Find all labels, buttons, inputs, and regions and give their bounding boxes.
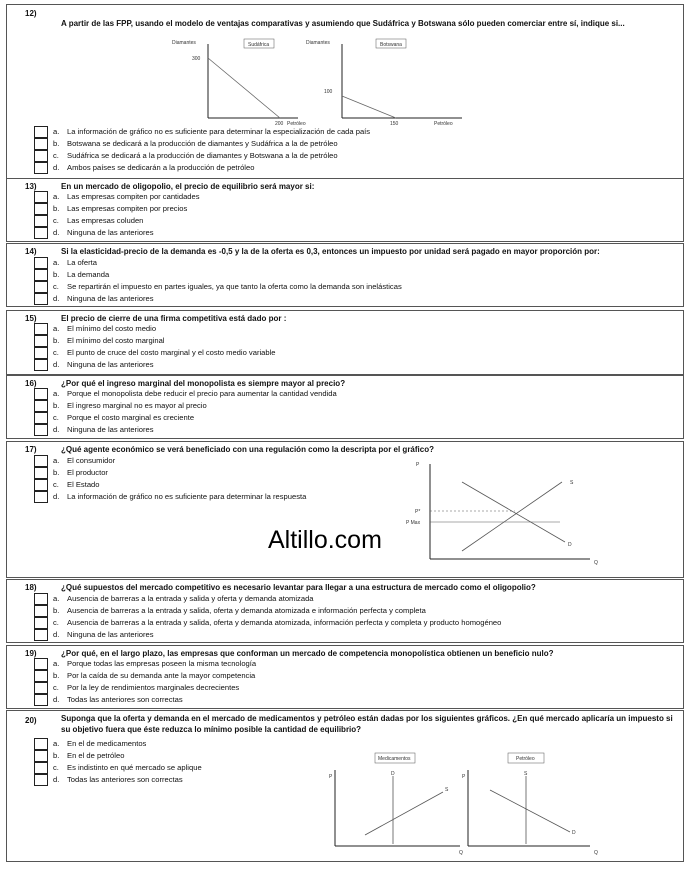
p-max-label: P Max [406,520,421,526]
demand-label: D [568,542,572,548]
question-text: El precio de cierre de una firma competitiva está dado por : [61,314,287,323]
answer-checkbox[interactable] [34,162,48,174]
option-letter: a. [53,258,60,267]
graph-title: Medicamentos [378,756,411,762]
question-number: 14) [25,247,37,256]
option-text: Por la ley de rendimientos marginales decrecientes [67,683,240,692]
option-letter: d. [53,630,60,639]
answer-checkbox[interactable] [34,455,48,467]
answer-checkbox[interactable] [34,293,48,305]
answer-checkbox[interactable] [34,750,48,762]
option-text: El consumidor [67,456,116,465]
petroleo-graph [460,750,605,855]
y-axis-label: P [329,774,333,780]
option-letter: c. [53,348,59,357]
option-text: Se repartirán el impuesto en partes iguales, ya que tanto la oferta como la demanda son inelásticas [67,282,402,291]
answer-checkbox[interactable] [34,762,48,774]
option-text: Porque el monopolista debe reducir el precio para aumentar la cantidad vendida [67,389,337,398]
option-letter: a. [53,192,60,201]
option-letter: b. [53,204,60,213]
x-tick: 150 [390,121,399,127]
answer-checkbox[interactable] [34,491,48,503]
fpp-graph-botswana [304,36,464,128]
question-text: Suponga que la oferta y demanda en el mercado de medicamentos y petróleo están dadas por los siguientes gráficos. ¿En qué mercado aplicaría un impuesto si su objetivo fuera que éste reduzca lo mínimo posible la cantidad de equilibrio? [61,714,673,734]
option-text: El mínimo del costo marginal [67,336,165,345]
option-letter: d. [53,695,60,704]
option-text: Botswana se dedicará a la producción de diamantes y Sudáfrica a la de petróleo [67,139,338,148]
option-text: El mínimo del costo medio [67,324,157,333]
answer-checkbox[interactable] [34,126,48,138]
option-letter: b. [53,606,60,615]
supply-label: S [524,771,528,777]
option-text: Porque el costo marginal es creciente [67,413,195,422]
option-letter: c. [53,151,59,160]
answer-checkbox[interactable] [34,670,48,682]
option-letter: d. [53,228,60,237]
option-text: Sudáfrica se dedicará a la producción de diamantes y Botswana a la de petróleo [67,151,338,160]
option-letter: a. [53,127,60,136]
question-text: En un mercado de oligopolio, el precio de equilibrio será mayor si: [61,182,315,191]
answer-checkbox[interactable] [34,150,48,162]
option-letter: b. [53,270,60,279]
option-letter: b. [53,751,60,760]
answer-checkbox[interactable] [34,593,48,605]
option-text: Ninguna de las anteriores [67,294,154,303]
option-letter: c. [53,683,59,692]
option-text: Porque todas las empresas poseen la misma tecnología [67,659,257,668]
option-letter: c. [53,282,59,291]
question-text: A partir de las FPP, usando el modelo de ventajas comparativas y asumiendo que Sudáfrica y Botswana sólo pueden comerciar entre sí, indique si... [61,19,625,28]
option-text: La información de gráfico no es suficiente para determinar la especialización de cada país [67,127,371,136]
answer-checkbox[interactable] [34,215,48,227]
x-axis-label: Q [594,560,598,566]
option-text: Ninguna de las anteriores [67,360,154,369]
question-text: ¿Qué supuestos del mercado competitivo es necesario levantar para llegar a una estructura de mercado como el oligopolio? [61,583,536,592]
graph-title: Petróleo [516,756,535,762]
answer-checkbox[interactable] [34,388,48,400]
option-text: El productor [67,468,108,477]
option-text: Ninguna de las anteriores [67,425,154,434]
option-letter: d. [53,425,60,434]
supply-label: S [570,480,574,486]
question-number: 17) [25,445,37,454]
option-text: Las empresas coluden [67,216,144,225]
option-text: El Estado [67,480,100,489]
answer-checkbox[interactable] [34,335,48,347]
option-text: Las empresas compiten por cantidades [67,192,200,201]
option-letter: b. [53,401,60,410]
option-text: Ausencia de barreras a la entrada y salida, oferta y demanda atomizada, información perfecta y completa y producto homogéneo [67,618,502,627]
answer-checkbox[interactable] [34,774,48,786]
option-text: Por la caída de su demanda ante la mayor competencia [67,671,256,680]
option-letter: a. [53,594,60,603]
option-letter: b. [53,671,60,680]
question-text: ¿Por qué, en el largo plazo, las empresas que conforman un mercado de competencia monopolística obtienen un beneficio nulo? [61,649,554,658]
option-letter: a. [53,659,60,668]
graph-title: Sudáfrica [248,42,270,48]
option-text: Ninguna de las anteriores [67,228,154,237]
option-letter: c. [53,216,59,225]
price-ceiling-graph [400,456,605,571]
option-letter: a. [53,739,60,748]
option-letter: b. [53,139,60,148]
option-letter: d. [53,294,60,303]
answer-checkbox[interactable] [34,412,48,424]
answer-checkbox[interactable] [34,323,48,335]
answer-checkbox[interactable] [34,467,48,479]
option-text: Todas las anteriores son correctas [67,695,183,704]
answer-checkbox[interactable] [34,629,48,641]
graph-title: Botswana [380,42,402,48]
option-text: Todas las anteriores son correctas [67,775,183,784]
option-letter: a. [53,324,60,333]
option-text: La demanda [67,270,110,279]
question-number: 12) [25,9,37,18]
medicamentos-graph [325,750,465,855]
option-letter: b. [53,468,60,477]
question-text: Si la elasticidad-precio de la demanda es -0,5 y la de la oferta es 0,3, entonces un impuesto por unidad será pagado en mayor proporción por: [61,247,600,256]
y-axis-label: Diamantes [172,40,196,46]
option-letter: d. [53,775,60,784]
option-text: La información de gráfico no es suficiente para determinar la respuesta [67,492,307,501]
option-text: Ausencia de barreras a la entrada y salida, oferta y demanda atomizada e información perfecta y completa [67,606,426,615]
answer-checkbox[interactable] [34,617,48,629]
option-letter: d. [53,360,60,369]
option-letter: a. [53,389,60,398]
answer-checkbox[interactable] [34,257,48,269]
option-text: En el de petróleo [67,751,125,760]
answer-checkbox[interactable] [34,203,48,215]
option-text: La oferta [67,258,97,267]
p-star-label: P* [415,509,421,515]
option-text: Ninguna de las anteriores [67,630,154,639]
answer-checkbox[interactable] [34,227,48,239]
answer-checkbox[interactable] [34,738,48,750]
x-axis-label: Petróleo [287,121,306,127]
option-letter: c. [53,763,59,772]
answer-checkbox[interactable] [34,694,48,706]
question-number: 15) [25,314,37,323]
answer-checkbox[interactable] [34,191,48,203]
option-text: El ingreso marginal no es mayor al precio [67,401,207,410]
option-text: Es indistinto en qué mercado se aplique [67,763,202,772]
supply-label: S [445,787,449,793]
option-letter: a. [53,456,60,465]
option-letter: d. [53,163,60,172]
x-axis-label: Q [594,850,598,856]
answer-checkbox[interactable] [34,347,48,359]
answer-checkbox[interactable] [34,400,48,412]
answer-checkbox[interactable] [34,479,48,491]
question-number: 20) [25,716,37,725]
option-letter: c. [53,413,59,422]
option-text: Las empresas compiten por precios [67,204,188,213]
x-axis-label: Q [459,850,463,856]
y-tick: 100 [324,89,333,95]
answer-checkbox[interactable] [34,281,48,293]
y-axis-label: P [416,462,420,468]
question-number: 13) [25,182,37,191]
answer-checkbox[interactable] [34,682,48,694]
question-text: ¿Qué agente económico se verá beneficiado con una regulación como la descripta por el gráfico? [61,445,434,454]
option-letter: c. [53,480,59,489]
x-tick: 200 [275,121,284,127]
option-letter: c. [53,618,59,627]
question-number: 16) [25,379,37,388]
y-tick: 300 [192,56,201,62]
demand-label: D [391,771,395,777]
answer-checkbox[interactable] [34,605,48,617]
y-axis-label: P [462,774,466,780]
fpp-graph-sudafrica [170,36,306,128]
option-text: Ambos países se dedicarán a la producción de petróleo [67,163,255,172]
option-text: El punto de cruce del costo marginal y el costo medio variable [67,348,276,357]
option-letter: d. [53,492,60,501]
watermark: Altillo.com [268,526,382,554]
answer-checkbox[interactable] [34,269,48,281]
answer-checkbox[interactable] [34,359,48,371]
answer-checkbox[interactable] [34,658,48,670]
question-text: ¿Por qué el ingreso marginal del monopolista es siempre mayor al precio? [61,379,346,388]
option-text: Ausencia de barreras a la entrada y salida y oferta y demanda atomizada [67,594,314,603]
question-number: 18) [25,583,37,592]
x-axis-label: Petróleo [434,121,453,127]
question-number: 19) [25,649,37,658]
option-text: En el de medicamentos [67,739,147,748]
answer-checkbox[interactable] [34,424,48,436]
option-letter: b. [53,336,60,345]
y-axis-label: Diamantes [306,40,330,46]
demand-label: D [572,830,576,836]
answer-checkbox[interactable] [34,138,48,150]
